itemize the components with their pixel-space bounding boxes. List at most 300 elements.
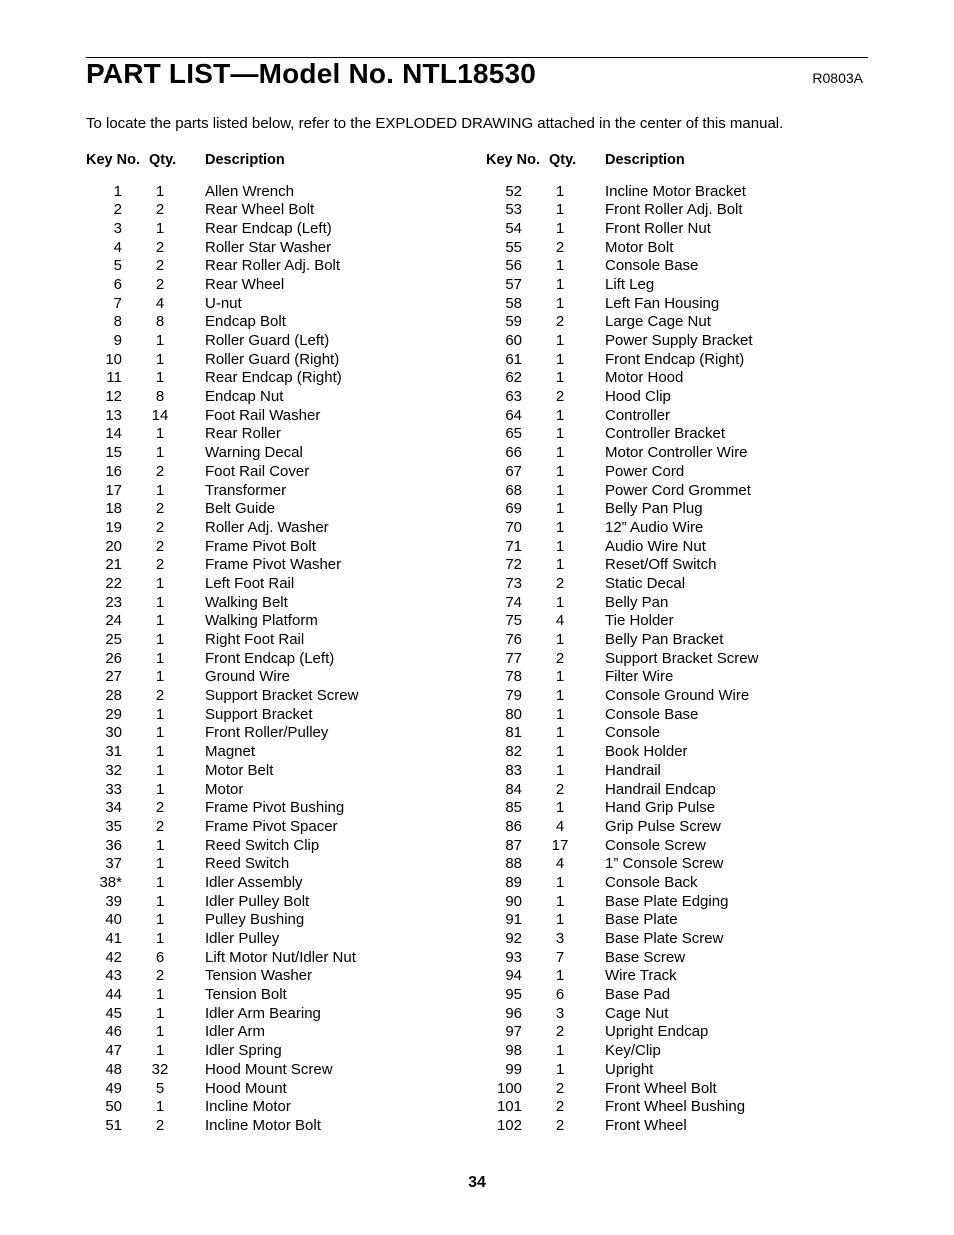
part-key-no: 84 xyxy=(505,780,522,798)
part-description: Power Cord xyxy=(605,462,685,480)
qty-header: Qty. xyxy=(549,152,577,168)
part-qty: 1 xyxy=(555,518,565,536)
part-description: Motor Belt xyxy=(205,761,274,779)
part-key-no: 32 xyxy=(105,761,122,779)
part-qty: 1 xyxy=(155,481,165,499)
part-row xyxy=(486,332,886,351)
part-description: Roller Star Washer xyxy=(205,238,332,256)
part-row xyxy=(86,239,486,258)
part-row xyxy=(86,313,486,332)
part-qty: 1 xyxy=(155,873,165,891)
part-row xyxy=(486,855,886,874)
part-row xyxy=(86,594,486,613)
part-description: Reed Switch xyxy=(205,855,290,873)
part-qty: 1 xyxy=(155,986,165,1004)
part-description: Rear Wheel Bolt xyxy=(205,201,315,219)
part-description: Front Roller Adj. Bolt xyxy=(605,201,743,219)
part-key-no: 14 xyxy=(105,425,122,443)
part-row xyxy=(86,911,486,930)
part-description: Frame Pivot Bolt xyxy=(205,537,316,555)
part-description: Hood Mount xyxy=(205,1079,287,1097)
part-row xyxy=(86,687,486,706)
part-row xyxy=(86,706,486,725)
part-qty: 1 xyxy=(155,761,165,779)
part-qty: 1 xyxy=(555,631,565,648)
part-description: 1” Console Screw xyxy=(605,855,724,873)
part-key-no: 60 xyxy=(505,332,522,349)
parts-list-left xyxy=(86,183,486,1136)
part-qty: 4 xyxy=(155,294,165,312)
part-key-no: 38* xyxy=(99,873,122,891)
part-qty: 1 xyxy=(155,182,165,200)
part-qty: 2 xyxy=(555,1116,565,1134)
part-key-no: 15 xyxy=(105,444,122,462)
part-row xyxy=(486,837,886,856)
part-key-no: 50 xyxy=(105,1098,122,1116)
part-key-no: 21 xyxy=(105,556,122,574)
part-qty: 1 xyxy=(155,350,165,368)
part-key-no: 62 xyxy=(505,369,522,387)
part-row xyxy=(86,631,486,650)
part-description: Right Foot Rail xyxy=(205,631,305,648)
part-key-no: 52 xyxy=(505,182,522,200)
part-qty: 3 xyxy=(555,1004,565,1022)
part-row xyxy=(486,1023,886,1042)
part-key-no: 51 xyxy=(105,1116,122,1134)
part-key-no: 27 xyxy=(105,668,122,686)
part-description: Motor Bolt xyxy=(605,238,674,256)
part-key-no: 29 xyxy=(105,705,122,723)
part-qty: 1 xyxy=(555,556,565,574)
part-description: Incline Motor xyxy=(205,1098,291,1116)
part-qty: 1 xyxy=(555,761,565,779)
part-key-no: 2 xyxy=(113,201,122,219)
part-qty: 1 xyxy=(155,444,165,462)
part-qty: 1 xyxy=(555,687,565,705)
part-qty: 1 xyxy=(555,257,565,275)
part-qty: 2 xyxy=(155,687,165,705)
part-row xyxy=(486,762,886,781)
part-description: Roller Guard (Left) xyxy=(205,332,330,349)
part-row xyxy=(86,519,486,538)
part-key-no: 86 xyxy=(505,817,522,835)
page-title: PART LIST—Model No. NTL18530 xyxy=(86,58,537,89)
part-row xyxy=(86,575,486,594)
part-row xyxy=(486,874,886,893)
part-description: Walking Belt xyxy=(205,593,288,611)
part-description: Wire Track xyxy=(605,967,677,985)
part-row xyxy=(86,799,486,818)
part-qty: 2 xyxy=(155,817,165,835)
part-key-no: 67 xyxy=(505,462,522,480)
part-row xyxy=(86,837,486,856)
part-qty: 1 xyxy=(555,275,565,293)
part-description: Book Holder xyxy=(605,743,688,761)
part-key-no: 70 xyxy=(505,518,522,536)
part-qty: 1 xyxy=(155,1004,165,1022)
part-description: Left Foot Rail xyxy=(205,574,295,592)
part-key-no: 37 xyxy=(105,855,122,873)
part-key-no: 87 xyxy=(505,836,522,854)
part-key-no: 68 xyxy=(505,481,522,499)
part-description: Roller Adj. Washer xyxy=(205,518,329,536)
part-key-no: 56 xyxy=(505,257,522,275)
part-key-no: 36 xyxy=(105,836,122,854)
part-row xyxy=(486,743,886,762)
part-key-no: 44 xyxy=(105,986,122,1004)
part-key-no: 34 xyxy=(105,799,122,817)
part-key-no: 79 xyxy=(505,687,522,705)
document-code: R0803A xyxy=(812,70,863,86)
part-description: Ground Wire xyxy=(205,668,291,686)
part-row xyxy=(86,874,486,893)
part-qty: 1 xyxy=(155,631,165,648)
part-row xyxy=(486,295,886,314)
part-qty: 1 xyxy=(155,1098,165,1116)
part-description: Tie Holder xyxy=(605,612,674,630)
part-key-no: 25 xyxy=(105,631,122,648)
part-key-no: 54 xyxy=(505,219,522,237)
part-row xyxy=(486,351,886,370)
part-qty: 1 xyxy=(155,724,165,742)
part-key-no: 59 xyxy=(505,313,522,331)
part-description: U-nut xyxy=(205,294,242,312)
part-qty: 1 xyxy=(555,873,565,891)
part-row xyxy=(86,556,486,575)
part-row xyxy=(486,500,886,519)
part-description: Belly Pan xyxy=(605,593,669,611)
part-description: Warning Decal xyxy=(205,444,303,462)
part-key-no: 7 xyxy=(113,294,122,312)
part-qty: 1 xyxy=(155,593,165,611)
part-description: Console Base xyxy=(605,705,699,723)
part-description: Reed Switch Clip xyxy=(205,836,320,854)
part-description: Front Roller Nut xyxy=(605,219,711,237)
part-description: Incline Motor Bolt xyxy=(205,1116,321,1134)
part-qty: 1 xyxy=(155,911,165,929)
part-description: Handrail Endcap xyxy=(605,780,716,798)
part-description: Power Cord Grommet xyxy=(605,481,751,499)
part-key-no: 76 xyxy=(505,631,522,648)
part-description: Motor xyxy=(205,780,244,798)
part-qty: 1 xyxy=(555,911,565,929)
part-qty: 1 xyxy=(555,182,565,200)
part-row xyxy=(86,388,486,407)
part-row xyxy=(86,332,486,351)
part-key-no: 17 xyxy=(105,481,122,499)
part-row xyxy=(486,706,886,725)
part-key-no: 102 xyxy=(496,1116,522,1134)
part-qty: 4 xyxy=(555,612,565,630)
part-row xyxy=(86,855,486,874)
part-key-no: 23 xyxy=(105,593,122,611)
part-qty: 1 xyxy=(555,444,565,462)
part-row xyxy=(86,1061,486,1080)
part-key-no: 94 xyxy=(505,967,522,985)
part-key-no: 69 xyxy=(505,500,522,518)
part-description: Walking Platform xyxy=(205,612,318,630)
part-qty: 2 xyxy=(155,1116,165,1134)
part-row xyxy=(486,444,886,463)
part-description: Audio Wire Nut xyxy=(605,537,706,555)
part-qty: 1 xyxy=(555,1060,565,1078)
part-description: Cage Nut xyxy=(605,1004,669,1022)
part-description: Key/Clip xyxy=(605,1042,661,1060)
part-qty: 1 xyxy=(555,593,565,611)
part-description: Filter Wire xyxy=(605,668,674,686)
part-qty: 1 xyxy=(155,649,165,667)
part-description: Rear Wheel xyxy=(205,275,285,293)
part-key-no: 58 xyxy=(505,294,522,312)
part-row xyxy=(486,1080,886,1099)
part-qty: 1 xyxy=(555,219,565,237)
part-description: Motor Hood xyxy=(605,369,684,387)
part-qty: 1 xyxy=(555,369,565,387)
part-qty: 2 xyxy=(555,1079,565,1097)
part-key-no: 8 xyxy=(113,313,122,331)
part-row xyxy=(86,407,486,426)
part-qty: 17 xyxy=(551,836,569,854)
part-key-no: 1 xyxy=(113,182,122,200)
part-row xyxy=(86,762,486,781)
key-no-header: Key No. xyxy=(86,152,140,168)
part-key-no: 75 xyxy=(505,612,522,630)
part-row xyxy=(486,1061,886,1080)
part-qty: 8 xyxy=(155,313,165,331)
part-row xyxy=(486,799,886,818)
part-key-no: 47 xyxy=(105,1042,122,1060)
part-qty: 1 xyxy=(155,780,165,798)
part-qty: 1 xyxy=(555,743,565,761)
part-row xyxy=(486,668,886,687)
part-row xyxy=(486,594,886,613)
part-qty: 1 xyxy=(555,332,565,349)
part-qty: 2 xyxy=(155,967,165,985)
part-key-no: 4 xyxy=(113,238,122,256)
part-row xyxy=(486,1005,886,1024)
part-row xyxy=(86,257,486,276)
part-description: Grip Pulse Screw xyxy=(605,817,721,835)
part-key-no: 74 xyxy=(505,593,522,611)
part-key-no: 100 xyxy=(496,1079,522,1097)
parts-column-left xyxy=(86,152,486,1136)
part-key-no: 39 xyxy=(105,892,122,910)
part-key-no: 55 xyxy=(505,238,522,256)
part-qty: 2 xyxy=(555,649,565,667)
part-description: Belly Pan Bracket xyxy=(605,631,724,648)
part-key-no: 11 xyxy=(106,369,122,387)
part-description: Front Endcap (Left) xyxy=(205,649,335,667)
part-qty: 2 xyxy=(555,1098,565,1116)
part-description: Upright Endcap xyxy=(605,1023,709,1041)
part-description: Rear Roller Adj. Bolt xyxy=(205,257,341,275)
part-qty: 1 xyxy=(155,332,165,349)
part-row xyxy=(86,444,486,463)
part-qty: 6 xyxy=(155,948,165,966)
part-row xyxy=(86,1080,486,1099)
part-description: Left Fan Housing xyxy=(605,294,720,312)
part-qty: 1 xyxy=(155,1023,165,1041)
part-row xyxy=(86,668,486,687)
part-key-no: 64 xyxy=(505,406,522,424)
part-row xyxy=(86,201,486,220)
part-qty: 1 xyxy=(555,668,565,686)
parts-list-right xyxy=(486,183,886,1136)
part-qty: 1 xyxy=(555,406,565,424)
part-key-no: 96 xyxy=(505,1004,522,1022)
part-description: Idler Arm xyxy=(205,1023,266,1041)
part-key-no: 26 xyxy=(105,649,122,667)
part-row xyxy=(486,818,886,837)
part-row xyxy=(86,538,486,557)
part-key-no: 90 xyxy=(505,892,522,910)
part-row xyxy=(86,500,486,519)
part-qty: 1 xyxy=(155,219,165,237)
part-row xyxy=(86,986,486,1005)
part-qty: 1 xyxy=(155,855,165,873)
part-description: Belt Guide xyxy=(205,500,276,518)
part-qty: 5 xyxy=(155,1079,165,1097)
part-description: Rear Roller xyxy=(205,425,281,443)
part-qty: 2 xyxy=(155,275,165,293)
part-description: Power Supply Bracket xyxy=(605,332,753,349)
part-qty: 1 xyxy=(155,369,165,387)
part-description: Controller xyxy=(605,406,671,424)
part-row xyxy=(486,650,886,669)
part-description: Foot Rail Cover xyxy=(205,462,310,480)
column-header xyxy=(86,152,486,178)
part-key-no: 49 xyxy=(105,1079,122,1097)
part-key-no: 22 xyxy=(105,574,122,592)
part-row xyxy=(86,220,486,239)
part-key-no: 95 xyxy=(505,986,522,1004)
part-description: Belly Pan Plug xyxy=(605,500,703,518)
column-header xyxy=(486,152,886,178)
part-row xyxy=(486,1042,886,1061)
qty-header: Qty. xyxy=(149,152,177,168)
part-description: Incline Motor Bracket xyxy=(605,182,746,200)
part-qty: 2 xyxy=(155,799,165,817)
part-description: Console xyxy=(605,724,661,742)
part-description: Lift Motor Nut/Idler Nut xyxy=(205,948,356,966)
part-description: Base Plate Screw xyxy=(605,930,724,947)
part-row xyxy=(486,687,886,706)
part-row xyxy=(486,967,886,986)
part-row xyxy=(86,369,486,388)
part-qty: 1 xyxy=(555,425,565,443)
part-description: Upright xyxy=(605,1060,654,1078)
part-qty: 3 xyxy=(555,930,565,947)
part-description: Console Back xyxy=(605,873,698,891)
part-description: Lift Leg xyxy=(605,275,655,293)
part-key-no: 31 xyxy=(105,743,122,761)
part-row xyxy=(486,781,886,800)
part-row xyxy=(486,911,886,930)
part-description: Controller Bracket xyxy=(605,425,726,443)
part-key-no: 16 xyxy=(105,462,122,480)
part-row xyxy=(486,1098,886,1117)
part-qty: 1 xyxy=(155,836,165,854)
part-description: Frame Pivot Bushing xyxy=(205,799,345,817)
part-key-no: 5 xyxy=(113,257,122,275)
part-key-no: 93 xyxy=(505,948,522,966)
part-key-no: 98 xyxy=(505,1042,522,1060)
part-row xyxy=(486,388,886,407)
part-description: Frame Pivot Spacer xyxy=(205,817,338,835)
part-qty: 14 xyxy=(151,406,169,424)
part-key-no: 40 xyxy=(105,911,122,929)
part-description: Console Base xyxy=(605,257,699,275)
part-key-no: 72 xyxy=(505,556,522,574)
part-description: Base Plate xyxy=(605,911,678,929)
part-key-no: 65 xyxy=(505,425,522,443)
part-qty: 1 xyxy=(555,500,565,518)
part-key-no: 99 xyxy=(505,1060,522,1078)
part-row xyxy=(486,407,886,426)
part-row xyxy=(486,482,886,501)
part-qty: 2 xyxy=(155,537,165,555)
part-qty: 1 xyxy=(555,724,565,742)
part-row xyxy=(486,986,886,1005)
part-description: Base Plate Edging xyxy=(605,892,729,910)
part-qty: 1 xyxy=(555,705,565,723)
part-key-no: 85 xyxy=(505,799,522,817)
part-qty: 2 xyxy=(155,556,165,574)
part-row xyxy=(86,1042,486,1061)
part-description: Endcap Nut xyxy=(205,388,284,406)
part-key-no: 73 xyxy=(505,574,522,592)
part-qty: 2 xyxy=(155,238,165,256)
part-key-no: 66 xyxy=(505,444,522,462)
part-key-no: 63 xyxy=(505,388,522,406)
part-row xyxy=(486,631,886,650)
part-row xyxy=(86,351,486,370)
part-qty: 7 xyxy=(555,948,565,966)
part-row xyxy=(86,276,486,295)
part-description: Rear Endcap (Left) xyxy=(205,219,332,237)
part-description: Tension Washer xyxy=(205,967,312,985)
part-key-no: 61 xyxy=(505,350,522,368)
part-row xyxy=(486,239,886,258)
part-qty: 2 xyxy=(555,574,565,592)
part-qty: 4 xyxy=(555,855,565,873)
part-qty: 1 xyxy=(155,1042,165,1060)
part-key-no: 88 xyxy=(505,855,522,873)
part-row xyxy=(486,893,886,912)
part-row xyxy=(486,519,886,538)
part-row xyxy=(86,930,486,949)
part-description: Idler Pulley xyxy=(205,930,280,947)
part-qty: 1 xyxy=(555,201,565,219)
part-key-no: 30 xyxy=(105,724,122,742)
part-description: Transformer xyxy=(205,481,287,499)
part-description: Hood Mount Screw xyxy=(205,1060,333,1078)
part-key-no: 13 xyxy=(105,406,122,424)
part-qty: 1 xyxy=(155,668,165,686)
part-key-no: 92 xyxy=(505,930,522,947)
part-qty: 8 xyxy=(155,388,165,406)
part-row xyxy=(86,781,486,800)
part-description: Support Bracket Screw xyxy=(205,687,359,705)
part-key-no: 18 xyxy=(105,500,122,518)
part-row xyxy=(86,295,486,314)
part-description: Rear Endcap (Right) xyxy=(205,369,342,387)
part-description: Console Ground Wire xyxy=(605,687,750,705)
part-qty: 2 xyxy=(155,500,165,518)
part-key-no: 82 xyxy=(505,743,522,761)
part-description: Support Bracket xyxy=(205,705,313,723)
part-key-no: 46 xyxy=(105,1023,122,1041)
